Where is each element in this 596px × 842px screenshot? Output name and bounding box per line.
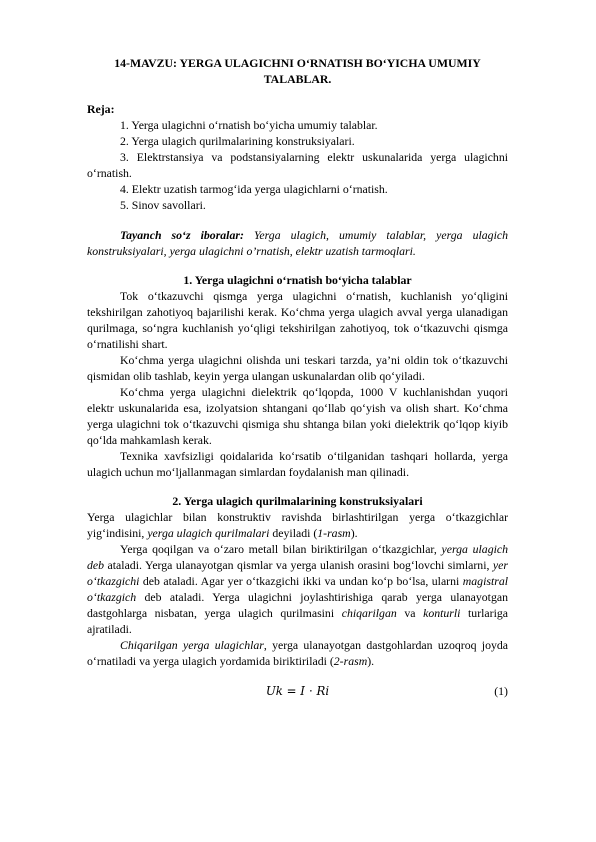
text-run: deyiladi ( <box>269 526 318 540</box>
section1-title: 1. Yerga ulagichni o‘rnatish bo‘yicha talablar <box>183 273 412 287</box>
section2-title: 2. Yerga ulagich qurilmalarining konstruksiyalari <box>172 494 423 508</box>
plan-heading: Reja: <box>87 102 115 116</box>
text-run: ataladi. Yerga ulanayotgan qismlar va yerga ulanish orasini bog‘lovchi simlarni, <box>104 558 493 572</box>
term: yer o‘tkazgichi <box>87 558 508 588</box>
text-run: Yerga ulagichlar bilan konstruktiv ravishda birlashtirilgan yerga o‘tkazgichlar yig‘indisini, <box>87 510 508 540</box>
formula-line <box>87 683 508 701</box>
figure-ref: 1-rasm <box>317 526 351 540</box>
plan-item: 3. Elektrstansiya va podstansiyalarning elektr uskunalarida yerga ulagichni o‘rnatish. <box>87 150 508 180</box>
plan-item: 1. Yerga ulagichni o‘rnatish bo‘yicha umumiy talablar. <box>120 118 378 132</box>
term: chiqarilgan <box>341 606 397 620</box>
term: magistral o‘tkazgich <box>87 574 508 604</box>
text-run: ). <box>350 526 358 540</box>
section2-paragraph <box>87 637 508 669</box>
page-title: 14-MAVZU: YERGA ULAGICHNI O‘RNATISH BO‘YICHA UMUMIY TALABLAR. <box>114 56 481 86</box>
text-run: ). <box>367 654 375 668</box>
section1-paragraph: Texnika xavfsizligi qoidalarida ko‘rsatib o‘tilganidan tashqari hollarda, yerga ulagich uchun mo‘ljallanmagan simlardan foydalanish man qilinadi. <box>87 449 508 479</box>
term: Chiqarilgan yerga ulagichlar <box>120 638 264 652</box>
text-run: va <box>396 606 424 620</box>
formula-equation: 𝑈𝑘 = 𝐼 ⋅ 𝑅𝑖 <box>265 684 330 698</box>
formula-number: (1) <box>494 684 508 698</box>
text-run: deb ataladi. Yerga ulagichni joylashtirishiga qarab yerga ulanayotgan dastgohlarga nisbatan, yerga ulagich qurilmasini <box>87 590 508 620</box>
plan-item: 4. Elektr uzatish tarmog‘ida yerga ulagichlarni o‘rnatish. <box>120 182 388 196</box>
section2-paragraph <box>87 509 508 541</box>
section1-paragraph: Ko‘chma yerga ulagichni dielektrik qo‘lqopda, 1000 V kuchlanishdan yuqori elektr uskunalarida esa, izolyatsion shtangani qo‘llab qo‘yish va olish shart. Ko‘chma yerga ulagichni tok o‘tkazuvchi qismiga shu shtanga bilan yoki dielektrik qo‘lqop kiyib qo‘lda mahkamlash kerak. <box>87 385 508 447</box>
section2-paragraph <box>87 541 508 637</box>
document-page <box>87 55 508 701</box>
keywords-text: Yerga ulagich, umumiy talablar, yerga ulagich konstruksiyalari, yerga ulagichni o’rnatish, elektr uzatish tarmoqlari. <box>87 228 508 258</box>
figure-ref: 2-rasm <box>333 654 368 668</box>
text-run: deb ataladi. Agar yer o‘tkazgichi ikki va undan ko‘p bo‘lsa, ularni <box>139 574 463 588</box>
section1-paragraph: Tok o‘tkazuvchi qismga yerga ulagichni o‘rnatish, kuchlanish yo‘qligini tekshirilgan zahotiyoq bajarilishi kerak. Ko‘chma yerga ulagich avval yerga ulanadigan qurilmaga, so‘ngra kuchlanish yo‘qligi tekshirilgan zahotiyoq, tok o‘tkazuvchi qismga o‘rnatilishi shart. <box>87 289 508 351</box>
keywords-paragraph <box>87 227 508 259</box>
plan-item: 2. Yerga ulagich qurilmalarining konstruksiyalari. <box>120 134 355 148</box>
term: yerga ulagich qurilmalari <box>147 526 270 540</box>
section1-paragraph: Ko‘chma yerga ulagichni olishda uni teskari tarzda, ya’ni oldin tok o‘tkazuvchi qismidan olib tashlab, keyin yerga ulangan uskunalardan olib qo‘yiladi. <box>87 353 508 383</box>
text-run: , yerga ulanayotgan dastgohlardan uzoqroq joyda o‘rnatiladi va yerga ulagich yordamida biriktiriladi ( <box>87 638 509 668</box>
term: yerga ulagich deb <box>87 542 508 572</box>
plan-item: 5. Sinov savollari. <box>120 198 206 212</box>
keywords-label: Tayanch so‘z iboralar: <box>120 228 244 242</box>
term: konturli <box>423 606 461 620</box>
text-run: Yerga qoqilgan va o‘zaro metall bilan biriktirilgan o‘tkazgichlar, <box>120 542 442 556</box>
text-run: turlariga ajratiladi. <box>87 606 508 636</box>
